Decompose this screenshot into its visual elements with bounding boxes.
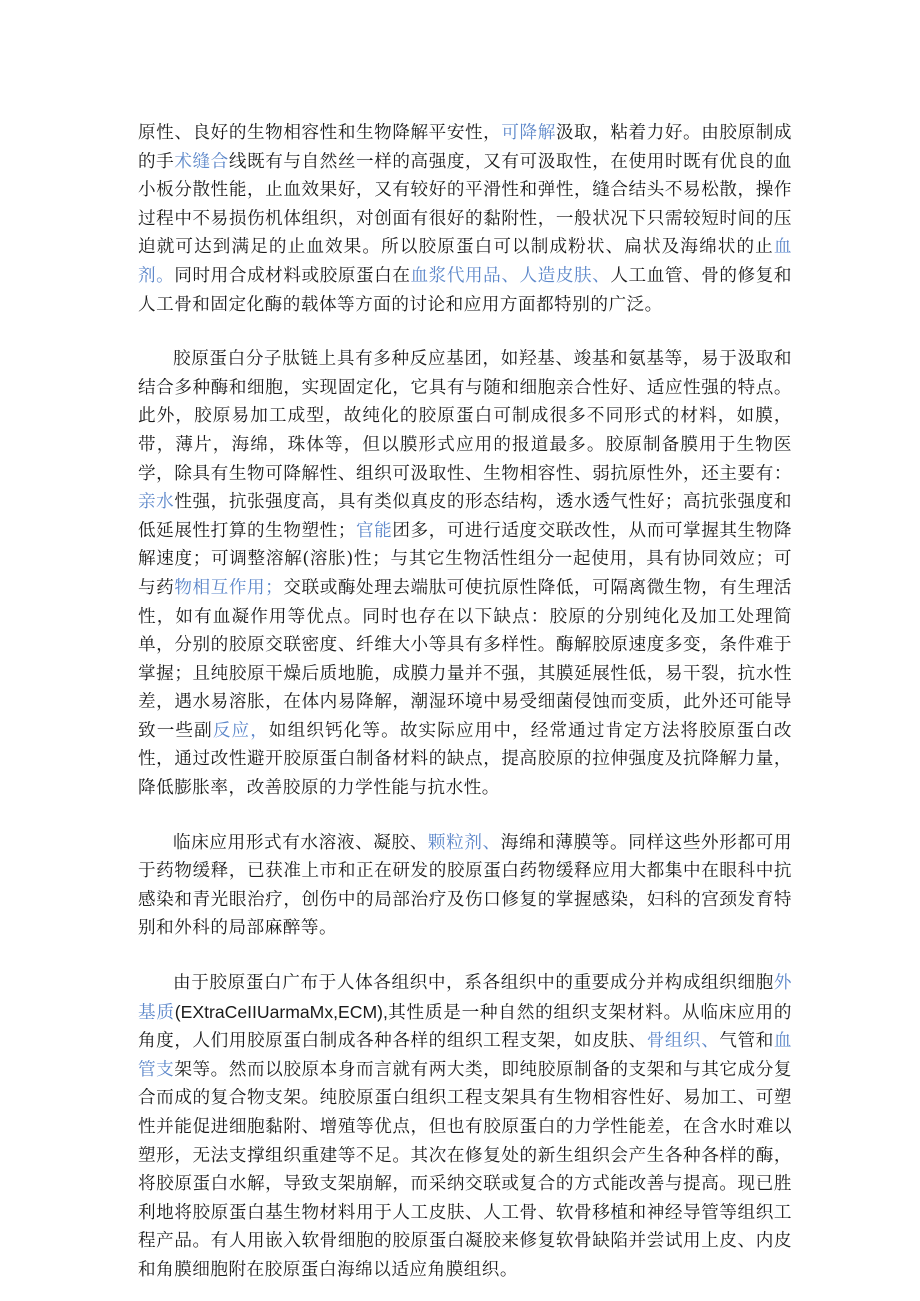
hyperlink-term[interactable]: 血剂。 bbox=[138, 237, 792, 286]
hyperlink-term[interactable]: 反应， bbox=[212, 720, 269, 741]
hyperlink-term[interactable]: 可降解 bbox=[501, 123, 556, 143]
paragraph-text: 胶原蛋白分子肽链上具有多种反应基团，如羟基、竣基和氨基等，易于汲取和结合多种酶和细胞，实现固定化，它具有与随和细胞亲合性好、适应性强的特点。此外，胶原易加工成型，故纯化的胶原蛋白可制成很多不同形式的材料，如膜，带，薄片，海绵，珠体等，但以膜形式应用的报道最多。胶原制备膜用于生物医学，除具有生物可降解性、组织可汲取性、生物相容性、弱抗原性外，还主要有： bbox=[138, 349, 792, 484]
paragraph-text: 线既有与自然丝一样的高强度，又有可汲取性，在使用时既有优良的血小板分散性能，止血效果好，又有较好的平滑性和弹性，缝合结头不易松散，操作过程中不易损伤机体组织，对创面有很好的黏附性，一般状况下只需较短时间的压迫就可达到满足的止血效果。所以胶原蛋白可以制成粉状、扁状及海绵状的止 bbox=[138, 151, 792, 258]
paragraph-text: 团多，可进行适度交联改性，从而可掌握其生物降解速度；可调整溶解(溶胀)性；与其它生物活性组分一起使用，具有协同效应；可与药 bbox=[138, 520, 792, 598]
paragraph-text: 同时用合成材料或胶原蛋白在 bbox=[174, 265, 411, 286]
hyperlink-term[interactable]: 骨组织、 bbox=[646, 1031, 720, 1052]
hyperlink-term[interactable]: 人造皮肤、 bbox=[519, 265, 611, 286]
hyperlink-term[interactable]: 血管支 bbox=[138, 1031, 792, 1080]
paragraph-text: 原性、良好的生物相容性和生物降解平安性， bbox=[138, 123, 502, 143]
paragraph-3 bbox=[138, 829, 792, 943]
hyperlink-term[interactable]: 血浆代用品、 bbox=[410, 265, 520, 286]
hyperlink-term[interactable]: 外基质 bbox=[138, 973, 792, 1023]
hyperlink-term[interactable]: 颗粒剂、 bbox=[427, 832, 501, 853]
paragraph-1 bbox=[138, 119, 792, 319]
paragraph-2 bbox=[138, 345, 792, 803]
paragraph-text: 人工血管、骨的修复和人工骨和固定化酶的载体等方面的讨论和应用方面都特别的广泛。 bbox=[138, 265, 792, 315]
paragraph-text: 交联或酶处理去端肽可使抗原性降低，可隔离微生物，有生理活性，如有血凝作用等优点。同时也存在以下缺点：胶原的分别纯化及加工处理简单，分别的胶原交联密度、纤维大小等具有多样性。酶解胶原速度多变，条件难于掌握；且纯胶原干燥后质地脆，成膜力量并不强，其膜延展性低，易干裂，抗水性差，遇水易溶胀，在体内易降解，潮湿环境中易受细菌侵蚀而变质，此外还可能导致一些副 bbox=[138, 577, 792, 741]
hyperlink-term[interactable]: 物相互作用； bbox=[174, 577, 284, 598]
paragraph-text: 架等。然而以胶原本身而言就有两大类，即纯胶原制备的支架和与其它成分复合而成的复合物支架。纯胶原蛋白组织工程支架具有生物相容性好、易加工、可塑性并能促进细胞黏附、增殖等优点，但也有胶原蛋白的力学性能差，在含水时难以塑形，无法支撑组织重建等不足。其次在修复处的新生组织会产生各种各样的酶，将胶原蛋白水解，导致支架崩解，而采纳交联或复合的方式能改善与提高。现已胜利地将胶原蛋白基生物材料用于人工皮肤、人工骨、软骨移植和神经导管等组织工程产品。有人用嵌入软骨细胞的胶原蛋白凝胶来修复软骨缺陷并尝试用上皮、内皮和角膜细胞附在胶原蛋白海绵以适应角膜组织。 bbox=[138, 1059, 792, 1280]
paragraph-text: 由于胶原蛋白广布于人体各组织中，系各组织中的重要成分并构成组织细胞 bbox=[173, 973, 774, 994]
paragraph-4 bbox=[138, 969, 792, 1285]
paragraph-text: 汲取，粘着力好。由胶原制成的手 bbox=[138, 123, 792, 172]
hyperlink-term[interactable]: 术缝合 bbox=[174, 151, 229, 172]
paragraph-text: 其性质是一种自然的组织支架材料。从临床应用的角度，人们用胶原蛋白制成各种各样的组织工程支架，如皮肤、 bbox=[138, 1002, 792, 1052]
paragraph-text: 气管和 bbox=[719, 1031, 774, 1052]
hyperlink-term[interactable]: 官能 bbox=[355, 520, 393, 541]
paragraph-text: (EXtraCeIIUarmaMx,ECM), bbox=[174, 1001, 388, 1022]
paragraph-text: 海绵和薄膜等。同样这些外形都可用于药物缓释，已获准上市和正在研发的胶原蛋白药物缓释应用大都集中在眼科中抗感染和青光眼治疗，创伤中的局部治疗及伤口修复的掌握感染，妇科的宫颈发育特别和外科的局部麻醉等。 bbox=[138, 832, 792, 939]
paragraph-text: 临床应用形式有水溶液、凝胶、 bbox=[173, 832, 428, 853]
paragraph-text: 如组织钙化等。故实际应用中，经常通过肯定方法将胶原蛋白改性，通过改性避开胶原蛋白制备材料的缺点，提高胶原的拉伸强度及抗降解力量，降低膨胀率，改善胶原的力学性能与抗水性。 bbox=[138, 720, 792, 799]
hyperlink-term[interactable]: 亲水 bbox=[138, 492, 175, 513]
paragraph-text: 性强，抗张强度高，具有类似真皮的形态结构，透水透气性好；高抗张强度和低延展性打算的生物塑性； bbox=[138, 492, 792, 541]
